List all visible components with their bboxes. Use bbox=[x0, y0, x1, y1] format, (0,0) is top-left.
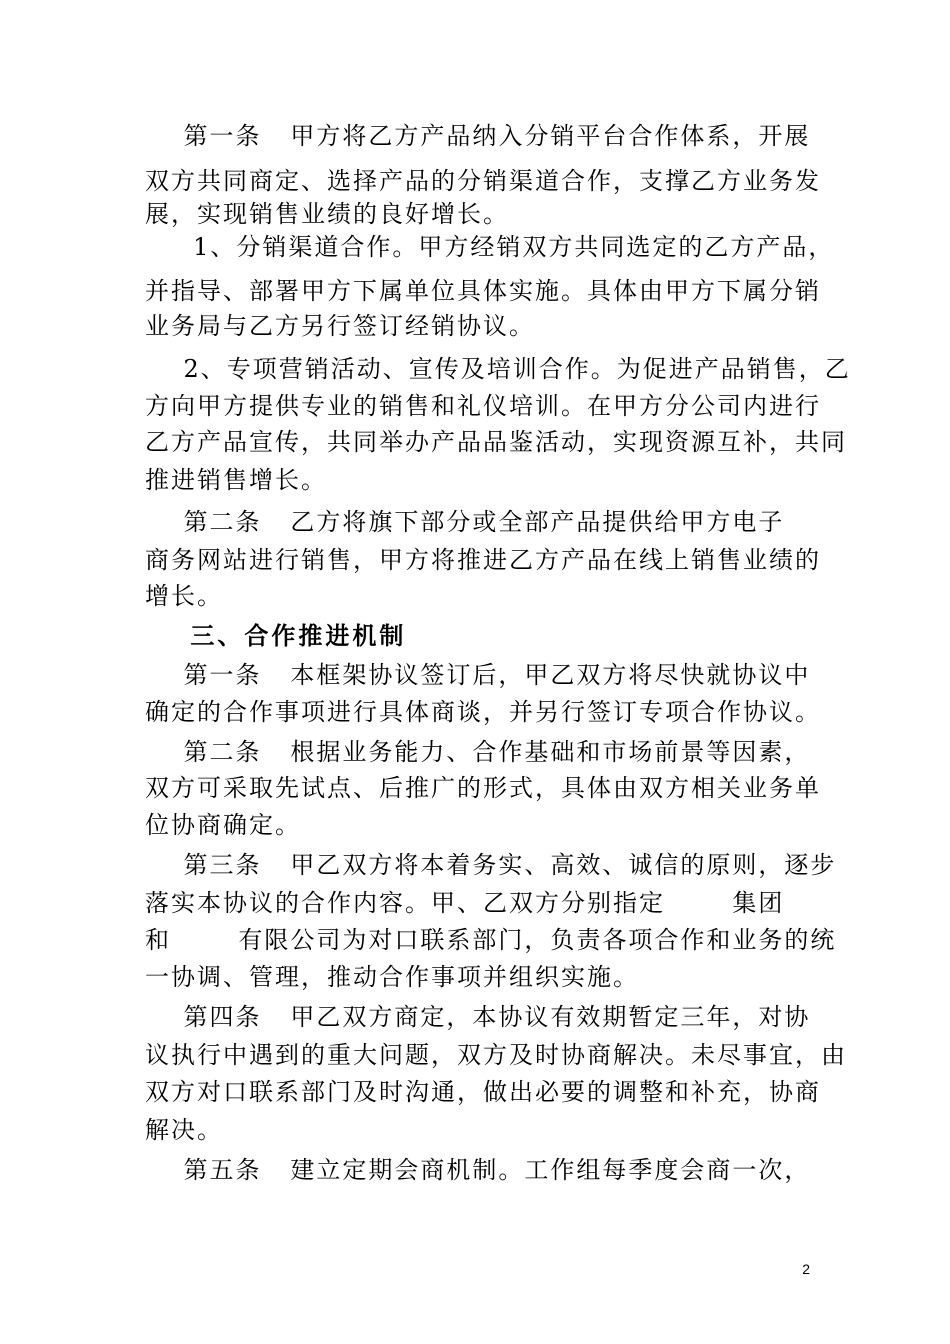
paragraph-line: 增长。 bbox=[145, 582, 223, 610]
paragraph-line: 并指导、部署甲方下属单位具体实施。具体由甲方下属分销 bbox=[145, 277, 821, 305]
paragraph-line: 第三条 甲乙双方将本着务实、高效、诚信的原则，逐步 bbox=[145, 851, 837, 879]
paragraph-line: 1、分销渠道合作。甲方经销双方共同选定的乙方产品， bbox=[145, 233, 835, 261]
paragraph-line: 展，实现销售业绩的良好增长。 bbox=[145, 200, 509, 228]
paragraph-line: 落实本协议的合作内容。甲、乙双方分别指定 集团 bbox=[145, 889, 785, 917]
paragraph-line: 推进销售增长。 bbox=[145, 466, 327, 494]
paragraph-line: 第二条 根据业务能力、合作基础和市场前景等因素， bbox=[145, 738, 811, 766]
paragraph-line: 确定的合作事项进行具体商谈，并另行签订专项合作协议。 bbox=[145, 698, 821, 726]
paragraph-line: 第五条 建立定期会商机制。工作组每季度会商一次， bbox=[145, 1156, 811, 1184]
paragraph-line: 方向甲方提供专业的销售和礼仪培训。在甲方分公司内进行 bbox=[145, 392, 821, 420]
page-number: 2 bbox=[802, 1261, 810, 1277]
paragraph-line: 双方可采取先试点、后推广的形式，具体由双方相关业务单 bbox=[145, 774, 821, 802]
paragraph-line: 第四条 甲乙双方商定，本协议有效期暂定三年，对协 bbox=[145, 1003, 811, 1031]
section-heading: 三、合作推进机制 bbox=[145, 621, 407, 650]
paragraph-line: 业务局与乙方另行签订经销协议。 bbox=[145, 312, 535, 340]
paragraph-line: 乙方产品宣传，共同举办产品品鉴活动，实现资源互补，共同 bbox=[145, 428, 847, 456]
paragraph-line: 第二条 乙方将旗下部分或全部产品提供给甲方电子 bbox=[145, 508, 785, 536]
paragraph-line: 第一条 本框架协议签订后，甲乙双方将尽快就协议中 bbox=[145, 661, 811, 689]
paragraph-line: 和 有限公司为对口联系部门，负责各项合作和业务的统 bbox=[145, 926, 837, 954]
paragraph-line: 一协调、管理，推动合作事项并组织实施。 bbox=[145, 963, 639, 991]
paragraph-line: 2、专项营销活动、宣传及培训合作。为促进产品销售，乙 bbox=[145, 355, 851, 383]
paragraph-line: 第一条 甲方将乙方产品纳入分销平台合作体系，开展 bbox=[145, 122, 811, 150]
paragraph-line: 议执行中遇到的重大问题，双方及时协商解决。未尽事宜，由 bbox=[145, 1041, 847, 1069]
paragraph-line: 位协商确定。 bbox=[145, 811, 301, 839]
paragraph-line: 商务网站进行销售，甲方将推进乙方产品在线上销售业绩的 bbox=[145, 546, 821, 574]
paragraph-line: 解决。 bbox=[145, 1116, 223, 1144]
paragraph-line: 双方对口联系部门及时沟通，做出必要的调整和补充，协商 bbox=[145, 1078, 821, 1106]
paragraph-line: 双方共同商定、选择产品的分销渠道合作，支撑乙方业务发 bbox=[145, 167, 821, 195]
